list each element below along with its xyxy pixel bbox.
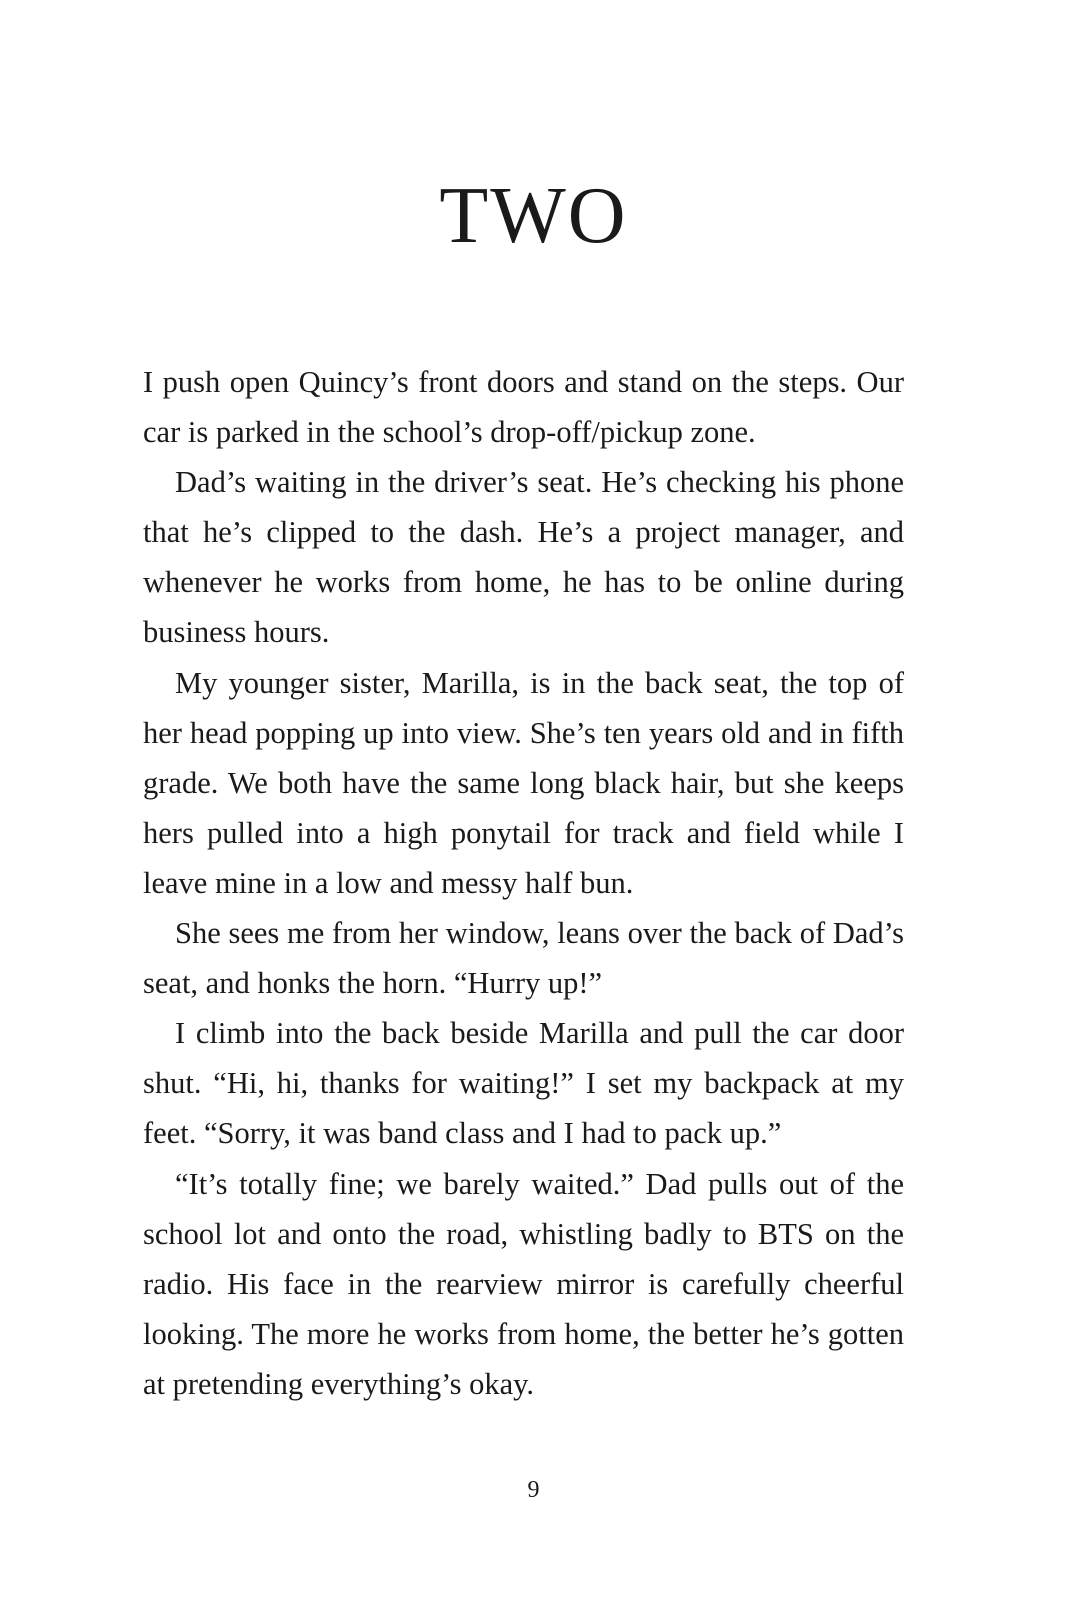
chapter-title: TWO [439,172,628,260]
paragraph: “It’s totally fine; we barely waited.” Dad pulls out of the school lot and onto the road, whistling badly to BTS on the radio. His face in the rearview mirror is carefully cheerful looking. The more he works from home, the better he’s gotten at pretending everything’s okay. [143,1166,904,1401]
paragraph: My younger sister, Marilla, is in the back seat, the top of her head popping up into view. She’s ten years old and in fifth grade. We both have the same long black hair, but she keeps hers pulled into a high ponytail for track and field while I leave mine in a low and messy half bun. [143,665,904,900]
page-number: 9 [527,1477,540,1503]
paragraph: Dad’s waiting in the driver’s seat. He’s checking his phone that he’s clipped to the dash. He’s a project manager, and whenever he works from home, he has to be online during business hours. [143,465,904,650]
chapter-body [143,357,904,1409]
paragraph: I climb into the back beside Marilla and pull the car door shut. “Hi, hi, thanks for waiting!” I set my backpack at my feet. “Sorry, it was band class and I had to pack up.” [143,1016,904,1151]
paragraph: I push open Quincy’s front doors and stand on the steps. Our car is parked in the school’s drop-off/pickup zone. [143,365,904,450]
paragraph: She sees me from her window, leans over the back of Dad’s seat, and honks the horn. “Hurry up!” [143,916,904,1001]
